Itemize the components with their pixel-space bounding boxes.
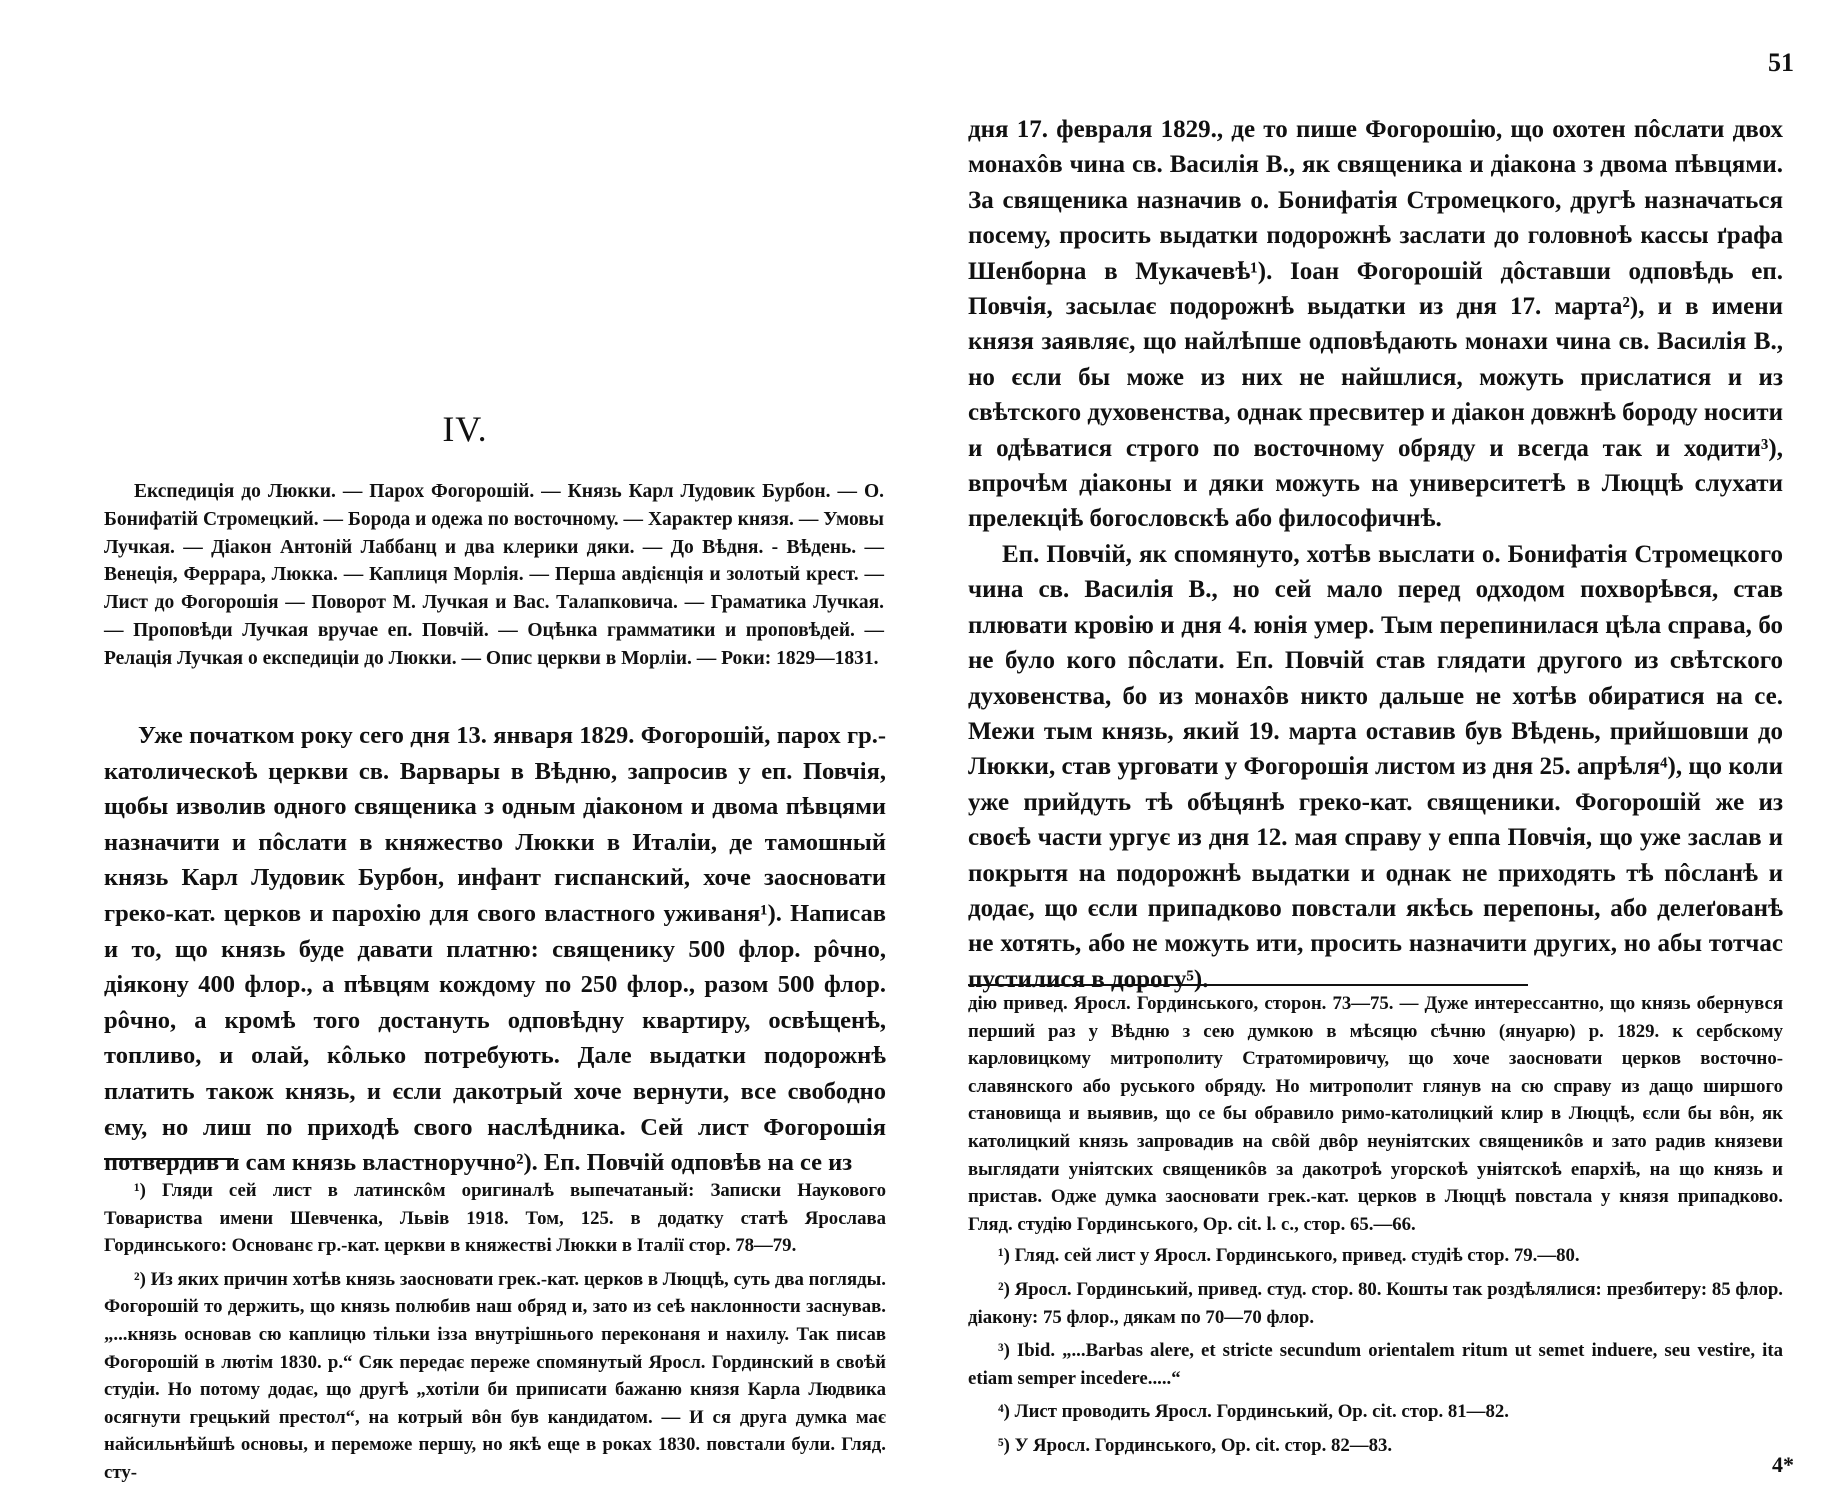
footnote-5: ⁵) У Яросл. Гординського, Op. cit. стор. 82—83. <box>998 1434 1393 1456</box>
chapter-summary: Експедиція до Люкки. — Парох Фогорошій. — Князь Карл Лудовик Бурбон. — О. Бонифатій Стромецкий. — Борода и одежа по восточному. — Характер князя. — Умовы Лучкая. — Діакон Антоній Лаббанц и два клерики дяки. — До Вѣдня. - Вѣдень. — Венеція, Феррара, Люкка. — Каплиця Морлія. — Перша авдієнція и золотый крест. — Лист до Фогорошія — Поворот М. Лучкая и Вас. Талапковича. — Граматика Лучкая. — Проповѣди Лучкая вручае еп. Повчій. — Оцѣнка грамматики и проповѣдей. — Релація Лучкая о експедиціи до Люкки. — Опис церкви в Морліи. — Роки: 1829—1831. <box>104 481 884 669</box>
footnote-divider <box>104 1158 234 1160</box>
page-number: 51 <box>1768 48 1794 77</box>
footnote-4: ⁴) Лист проводить Яросл. Гординський, Op. cit. стор. 81—82. <box>998 1401 1509 1423</box>
right-page <box>930 0 1846 1500</box>
right-main-text <box>968 112 1783 997</box>
left-main-text: Уже початком року сего дня 13. января 1829. Фогорошій, парох гр.-католическоѣ церкви св. Варвары в Вѣдню, запросив у еп. Повчія, щобы изволив одного священика з одным діаконом и двома пѣвцями назначити и пôслати в княжество Люкки в Италіи, де тамошный князь Карл Лудовик Бурбон, инфант гиспанский, хоче заосновати греко-кат. церков и парохію для свого властного уживаня¹). Написав и то, що князь буде давати платню: священику 500 флор. рôчно, діякону 400 флор., а пѣвцям кождому по 250 флор., разом 500 флор. рôчно, а кромѣ того достануть одповѣдну квартиру, освѣщенѣ, топливо, и олай, кôлько потребують. Дале выдатки подорожнѣ платить також князь, и єсли дакотрый хоче вернути, все свободно єму, но лиш по приходѣ свого наслѣдника. Сей лист Фогорошія потвердив и сам князь властноручно²). Еп. Повчій одповѣв на се из <box>104 722 886 1177</box>
chapter-number: IV. <box>442 409 488 449</box>
footnote-3: ³) Ibid. „...Barbas alere, et stricte secundum orientalem ritum ut semet induere, seu vestire, ita etiam semper incedere.....“ <box>968 1340 1783 1389</box>
right-footnotes <box>968 990 1783 1466</box>
footnote-divider <box>968 984 1528 986</box>
paragraph: Еп. Повчій, як спомянуто, хотѣв выслати о. Бонифатія Стромецкого чина св. Василія В., но сей мало перед одходом похворѣвся, став плювати кровію и дня 4. юнія умер. Тым перепинилася цѣла справа, бо не було кого пôслати. Еп. Повчій став глядати другого из свѣтского духовенства, бо из монахôв никто дальше не хотѣв обиратися на се. Межи тым князь, який 19. марта оставив був Вѣдень, прийшовши до Люкки, став урговати у Фогорошія листом из дня 25. апрѣля⁴), що коли уже прийдуть тѣ обѣцянѣ греко-кат. священики. Фогорошій же из своєѣ части ургує из дня 12. мая справу у еппа Повчія, що уже заслав и покрытя на подорожнѣ выдатки и однак не приходять тѣ пôсланѣ и додає, що єсли припадково повстали якѣсь перепоны, або делеґованѣ не хотять, або не можуть ити, просить назначити других, но абы тотчас пустилися в дорогу⁵). <box>968 540 1783 993</box>
paragraph-continued: дня 17. февраля 1829., де то пише Фогорошію, що охотен пôслати двох монахôв чина св. Василія В., як священика и діакона з двома пѣвцями. За священика назначив о. Бонифатія Стромецкого, другѣ назначаться посему, просить выдатки подорожнѣ заслати до головноѣ кассы ґрафа Шенборна в Мукачевѣ¹). Іоан Фогорошій дôставши одповѣдь еп. Повчія, засылає подорожнѣ выдатки из дня 17. марта²), и в имени князя заявляє, що найлѣпше одповѣдають монахи чина св. Василія В., но єсли бы може из них не найшлися, можуть прислатися и из свѣтского духовенства, однак пресвитер и діакон довжнѣ бороду носити и одѣватися строго по восточному обряду и всегда так и ходити³), впрочѣм діаконы и дяки можуть на университетѣ в Люццѣ слухати прелекціѣ богословскѣ або философичнѣ. <box>968 116 1783 533</box>
signature-mark: 4* <box>1772 1452 1794 1477</box>
footnote-continuation: дію привед. Яросл. Гординського, сторон. 73—75. — Дуже интерессантно, що князь обернувся перший раз у Вѣдню з сею думкою в мѣсяцю сѣчню (януарю) р. 1829. к сербскому карловицкому митрополиту Стратомировичу, що хоче заосновати церков восточно-славянского або руського обряду. Но митрополит глянув на сю справу из дащо ширшого становища и выявив, що се бы обравило римо-католицкий клир в Люццѣ, єсли бы вôн, як католицкий князь запровадив на свôй двôр неуніятских священикôв и зато радив князеви выглядати уніятских священикôв за дакотроѣ угорскоѣ уніятскоѣ епархіѣ, на що князь и пристав. Одже думка заосновати грек.-кат. церков в Люццѣ повстала у князя припадково. Гляд. студію Гординського, Op. cit. l. c., стор. 65.—66. <box>968 993 1783 1235</box>
footnote-1: ¹) Гляд. сей лист у Яросл. Гординського, привед. студіѣ стор. 79.—80. <box>998 1245 1580 1267</box>
left-footnotes <box>104 1177 886 1493</box>
footnote-2: ²) Из яких причин хотѣв князь заосновати грек.-кат. церков в Люццѣ, суть два погляды. Фогорошій то держить, що князь полюбив наш обряд и, зато из сеѣ наклонности заснував. „...князь основав сю каплицю тільки ізза внутрішнього переконаня и нахилу. Так писав Фогорошій в лютім 1830. р.“ Сяк передає переже спомянутый Яросл. Гординский в своѣй студіи. Но потому додає, що другѣ „хотіли би приписати бажаню князя Карла Людвика осягнути грецький престол“, на котрый вôн був кандидатом. — И ся друга думка має найсильнѣйшѣ основы, и переможе першу, но якѣ еще в роках 1830. повстали були. Гляд. сту- <box>104 1268 886 1483</box>
footnote-1: ¹) Гляди сей лист в латинскôм оригиналѣ выпечатаный: Записки Наукового Товариства имени Шевченка, Львів 1918. Том, 125. в додатку статѣ Ярослава Гординського: Основанє гр.-кат. церкви в княжестві Люкки в Італії стор. 78—79. <box>104 1180 886 1257</box>
footnote-2: ²) Яросл. Гординський, привед. студ. стор. 80. Кошты так роздѣлялися: презбитеру: 85 флор. діакону: 75 флор., дякам по 70—70 флор. <box>968 1278 1783 1328</box>
